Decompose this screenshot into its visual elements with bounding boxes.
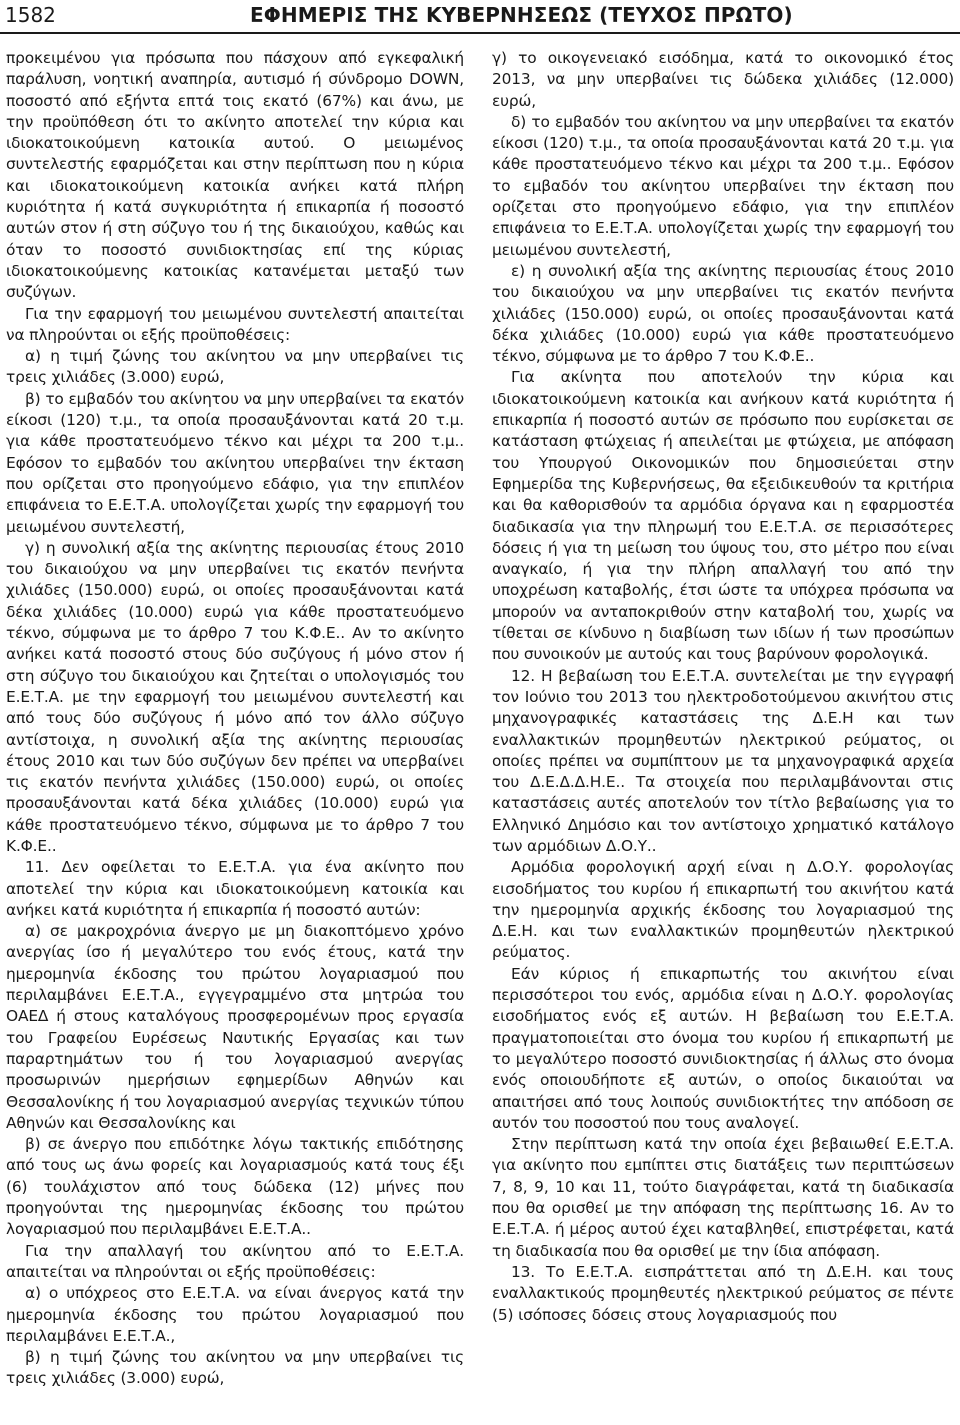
paragraph: 12. Η βεβαίωση του Ε.Ε.Τ.Α. συντελείται με την εγγραφή τον Ιούνιο του 2013 του ηλεκτροδοτούμενου ακινήτου στις μηχανογραφικές καταστάσεις της Δ.Ε.Η και των εναλλακτικών προμηθευτών ηλεκτρικού ρεύματος, οι οποίες πρέπει να συμπίπτουν με τα μηχανογραφικά αρχεία του Δ.Ε.Δ.Δ.Η.Ε.. Τα στοιχεία που περιλαμβάνονται στις καταστάσεις αυτές αποτελούν τον τίτλο βεβαίωσης για το Ελληνικό Δημόσιο και τον αντίστοιχο χρηματικό κατάλογο των αρμόδιων Δ.Ο.Υ.. (492, 666, 954, 855)
paragraph: γ) το οικογενειακό εισόδημα, κατά το οικονομικό έτος 2013, να μην υπερβαίνει τις δώδεκα χιλιάδες (12.000) ευρώ, (492, 49, 954, 110)
paragraph: δ) το εμβαδόν του ακίνητου να μην υπερβαίνει τα εκατόν είκοσι (120) τ.μ., τα οποία προσαυξάνονται κατά 20 τ.μ. για κάθε προστατευόμενο τέκνο και μέχρι τα 200 τ.μ.. Εφόσον το εμβαδόν του ακίνητου υπερβαίνει την έκταση που ορίζεται στο προηγούμενο εδάφιο, για την επιπλέον επιφάνεια το Ε.Ε.Τ.Α. υπολογίζεται χωρίς την εφαρμογή του μειωμένου συντελεστή, (492, 112, 954, 259)
paragraph: 13. Το Ε.Ε.Τ.Α. εισπράττεται από τη Δ.Ε.Η. και τους εναλλακτικούς προμηθευτές ηλεκτρικού ρεύματος σε πέντε (5) ισόποσες δόσεις στους λογαριασμούς που (492, 1262, 954, 1324)
header-rule (0, 32, 960, 34)
paragraph: Για την εφαρμογή του μειωμένου συντελεστή απαιτείται να πληρούνται οι εξής προϋποθέσεις: (6, 304, 464, 344)
paragraph: Στην περίπτωση κατά την οποία έχει βεβαιωθεί Ε.Ε.Τ.Α. για ακίνητο που εμπίπτει στις διατάξεις των περιπτώσεων 7, 8, 9, 10 και 11, τούτο διαγράφεται, κατά τη διαδικασία που θα ορισθεί με την απόφαση της περίπτωσης 16. Αν το Ε.Ε.Τ.Α. ή μέρος αυτού έχει καταβληθεί, επιστρέφεται, κατά τη διαδικασία που θα ορισθεί με την ίδια απόφαση. (492, 1135, 954, 1260)
paragraph: β) το εμβαδόν του ακίνητου να μην υπερβαίνει τα εκατόν είκοσι (120) τ.μ., τα οποία προσαυξάνονται κατά 20 τ.μ. για κάθε προστατευόμενο τέκνο και μέχρι τα 200 τ.μ.. Εφόσον το εμβαδόν του ακίνητου υπερβαίνει την έκταση που ορίζεται στο προηγούμενο εδάφιο, για την επιπλέον επιφάνεια το Ε.Ε.Τ.Α. υπολογίζεται χωρίς την εφαρμογή του μειωμένου συντελεστή, (6, 389, 464, 536)
paragraph: α) η τιμή ζώνης του ακίνητου να μην υπερβαίνει τις τρεις χιλιάδες (3.000) ευρώ, (6, 347, 464, 387)
paragraph: προκειμένου για πρόσωπα που πάσχουν από εγκεφαλική παράλυση, νοητική αναπηρία, αυτισμό ή σύνδρομο DOWN, ποσοστό από εξήντα επτά τοις εκατό (67%) και άνω, με την προϋπόθεση ότι το ακίνητο αποτελεί την κύρια και ιδιοκατοικούμενη κατοικία αυτού. Ο μειωμένος συντελεστής εφαρμόζεται και στην περίπτωση που η κύρια και ιδιοκατοικούμενη κατοικία ανήκει κατά πλήρη κυριότητα ή κατά συγκυριότητα ή επικαρπία ή ποσοστό αυτών στον ή στη σύζυγο του ή της δικαιούχου, καθώς και όταν το ποσοστό συνιδιοκτησίας επί της κύριας ιδιοκατοικούμενης κατοικίας κατανέμεται μεταξύ των συζύγων. (6, 49, 464, 302)
right-column (492, 48, 954, 1326)
paragraph: γ) η συνολική αξία της ακίνητης περιουσίας έτους 2010 του δικαιούχου να μην υπερβαίνει τις εκατόν πενήντα χιλιάδες (150.000) ευρώ, οι οποίες προσαυξάνονται κατά δέκα χιλιάδες (10.000) ευρώ για κάθε προστατευόμενο τέκνο, σύμφωνα με το άρθρο 7 του Κ.Φ.Ε.. Αν το ακίνητο ανήκει κατά ποσοστό στους δύο συζύγους ή μόνο στον ή στη σύζυγο του δικαιούχου και ζητείται ο υπολογισμός του Ε.Ε.Τ.Α. με την εφαρμογή του μειωμένου συντελεστή και από τους δύο συζύγους ή μόνο από τον άλλο σύζυγο αντίστοιχα, η συνολική αξία της ακίνητης περιουσίας έτους 2010 και των δύο συζύγων δεν πρέπει να υπερβαίνει τις εκατόν πενήντα χιλιάδες (150.000) ευρώ, οι οποίες προσαυξάνονται κατά δέκα χιλιάδες (10.000) ευρώ για κάθε προστατευόμενο τέκνο, σύμφωνα με το άρθρο 7 του Κ.Φ.Ε.. (6, 538, 464, 855)
page-header (0, 0, 960, 34)
left-column (6, 48, 464, 1390)
paragraph: Για την απαλλαγή του ακίνητου από το Ε.Ε.Τ.Α. απαιτείται να πληρούνται οι εξής προϋποθέσεις: (6, 1241, 464, 1281)
paragraph: ε) η συνολική αξία της ακίνητης περιουσίας έτους 2010 του δικαιούχου να μην υπερβαίνει τις εκατόν πενήντα χιλιάδες (150.000) ευρώ, οι οποίες προσαυξάνονται κατά δέκα χιλιάδες (10.000) ευρώ για κάθε προστατευόμενο τέκνο, σύμφωνα με το άρθρο 7 του Κ.Φ.Ε.. (492, 261, 954, 366)
paragraph: α) ο υπόχρεος στο Ε.Ε.Τ.Α. να είναι άνεργος κατά την ημερομηνία έκδοσης του πρώτου λογαριασμού που περιλαμβάνει Ε.Ε.Τ.Α., (6, 1284, 464, 1345)
paragraph: 11. Δεν οφείλεται το Ε.Ε.Τ.Α. για ένα ακίνητο που αποτελεί την κύρια και ιδιοκατοικούμενη κατοικία και ανήκει κατά κυριότητα ή επικαρπία ή ποσοστό αυτών: (6, 858, 464, 919)
paragraph: Για ακίνητα που αποτελούν την κύρια και ιδιοκατοικούμενη κατοικία και ανήκουν κατά κυριότητα ή επικαρπία ή ποσοστό αυτών σε πρόσωπο που ευρίσκεται σε κατάσταση φτώχειας ή απειλείται με φτώχεια, με απόφαση του Υπουργού Οικονομικών που δημοσιεύεται στην Εφημερίδα της Κυβερνήσεως, θα εξειδικευθούν τα κριτήρια και θα καθορισθούν τα αρμόδια όργανα και η εφαρμοστέα διαδικασία για την πληρωμή του Ε.Ε.Τ.Α. σε περισσότερες δόσεις ή για τη μείωση του ύψους του, στο μέτρο που είναι αναγκαίο, ή για την πλήρη απαλλαγή του από την υποχρέωση καταβολής, έτσι ώστε τα υπόχρεα πρόσωπα να μπορούν να ανταποκριθούν στην καταβολή του, χωρίς να τίθεται σε κίνδυνο η διαβίωση των ιδίων ή των προσώπων που συνοικούν με αυτούς και τους βαρύνουν φορολογικά. (492, 368, 954, 664)
paragraph: Αρμόδια φορολογική αρχή είναι η Δ.Ο.Υ. φορολογίας εισοδήματος του κυρίου ή επικαρπωτή του ακινήτου κατά την ημερομηνία αρχικής έκδοσης του λογαριασμού της Δ.Ε.Η. και των εναλλακτικών προμηθευτών ηλεκτρικού ρεύματος. (492, 858, 954, 962)
paragraph: β) σε άνεργο που επιδότηκε λόγω τακτικής επιδότησης από τους ως άνω φορείς και λογαριασμούς κατά τους έξι (6) τουλάχιστον από τους δώδεκα (12) μήνες που προηγούνται της ημερομηνίας έκδοσης του πρώτου λογαριασμού που περιλαμβάνει Ε.Ε.Τ.Α.. (6, 1135, 464, 1239)
paragraph: α) σε μακροχρόνια άνεργο με μη διακοπτόμενο χρόνο ανεργίας ίσο ή μεγαλύτερο του ενός έτους, κατά την ημερομηνία έκδοσης του πρώτου λογαριασμού που περιλαμβάνει Ε.Ε.Τ.Α., εγγεγραμμένο στα μητρώα του ΟΑΕΔ ή στους καταλόγους προσφερομένων προς εργασία του Γραφείου Ευρέσεως Ναυτικής Εργασίας και των παραρτημάτων του ή του λογαριασμού ανεργίας προσωρινών ημερήσιων εφημερίδων Αθηνών και Θεσσαλονίκης ή του λογαριασμού ανεργίας τεχνικών τύπου Αθηνών και Θεσσαλονίκης και (6, 922, 464, 1132)
page-number: 1582 (5, 3, 56, 27)
paragraph: Εάν κύριος ή επικαρπωτής του ακινήτου είναι περισσότεροι του ενός, αρμόδια είναι η Δ.Ο.Υ. φορολογίας εισοδήματος ενός εξ αυτών. Η βεβαίωση του Ε.Ε.Τ.Α. πραγματοποιείται στο όνομα του κυρίου ή επικαρπωτή με το μεγαλύτερο ποσοστό συνιδιοκτησίας ή άλλως στο όνομα ενός οποιουδήποτε εξ αυτών, ο οποίος δικαιούται να απαιτήσει από τους λοιπούς συνιδιοκτήτες την απόδοση σε αυτόν του ποσοστού που τους αναλογεί. (492, 964, 954, 1132)
paragraph: β) η τιμή ζώνης του ακίνητου να μην υπερβαίνει τις τρεις χιλιάδες (3.000) ευρώ, (6, 1348, 464, 1388)
gazette-title: ΕΦΗΜΕΡΙΣ ΤΗΣ ΚΥΒΕΡΝΗΣΕΩΣ (ΤΕΥΧΟΣ ΠΡΩΤΟ) (250, 3, 793, 27)
